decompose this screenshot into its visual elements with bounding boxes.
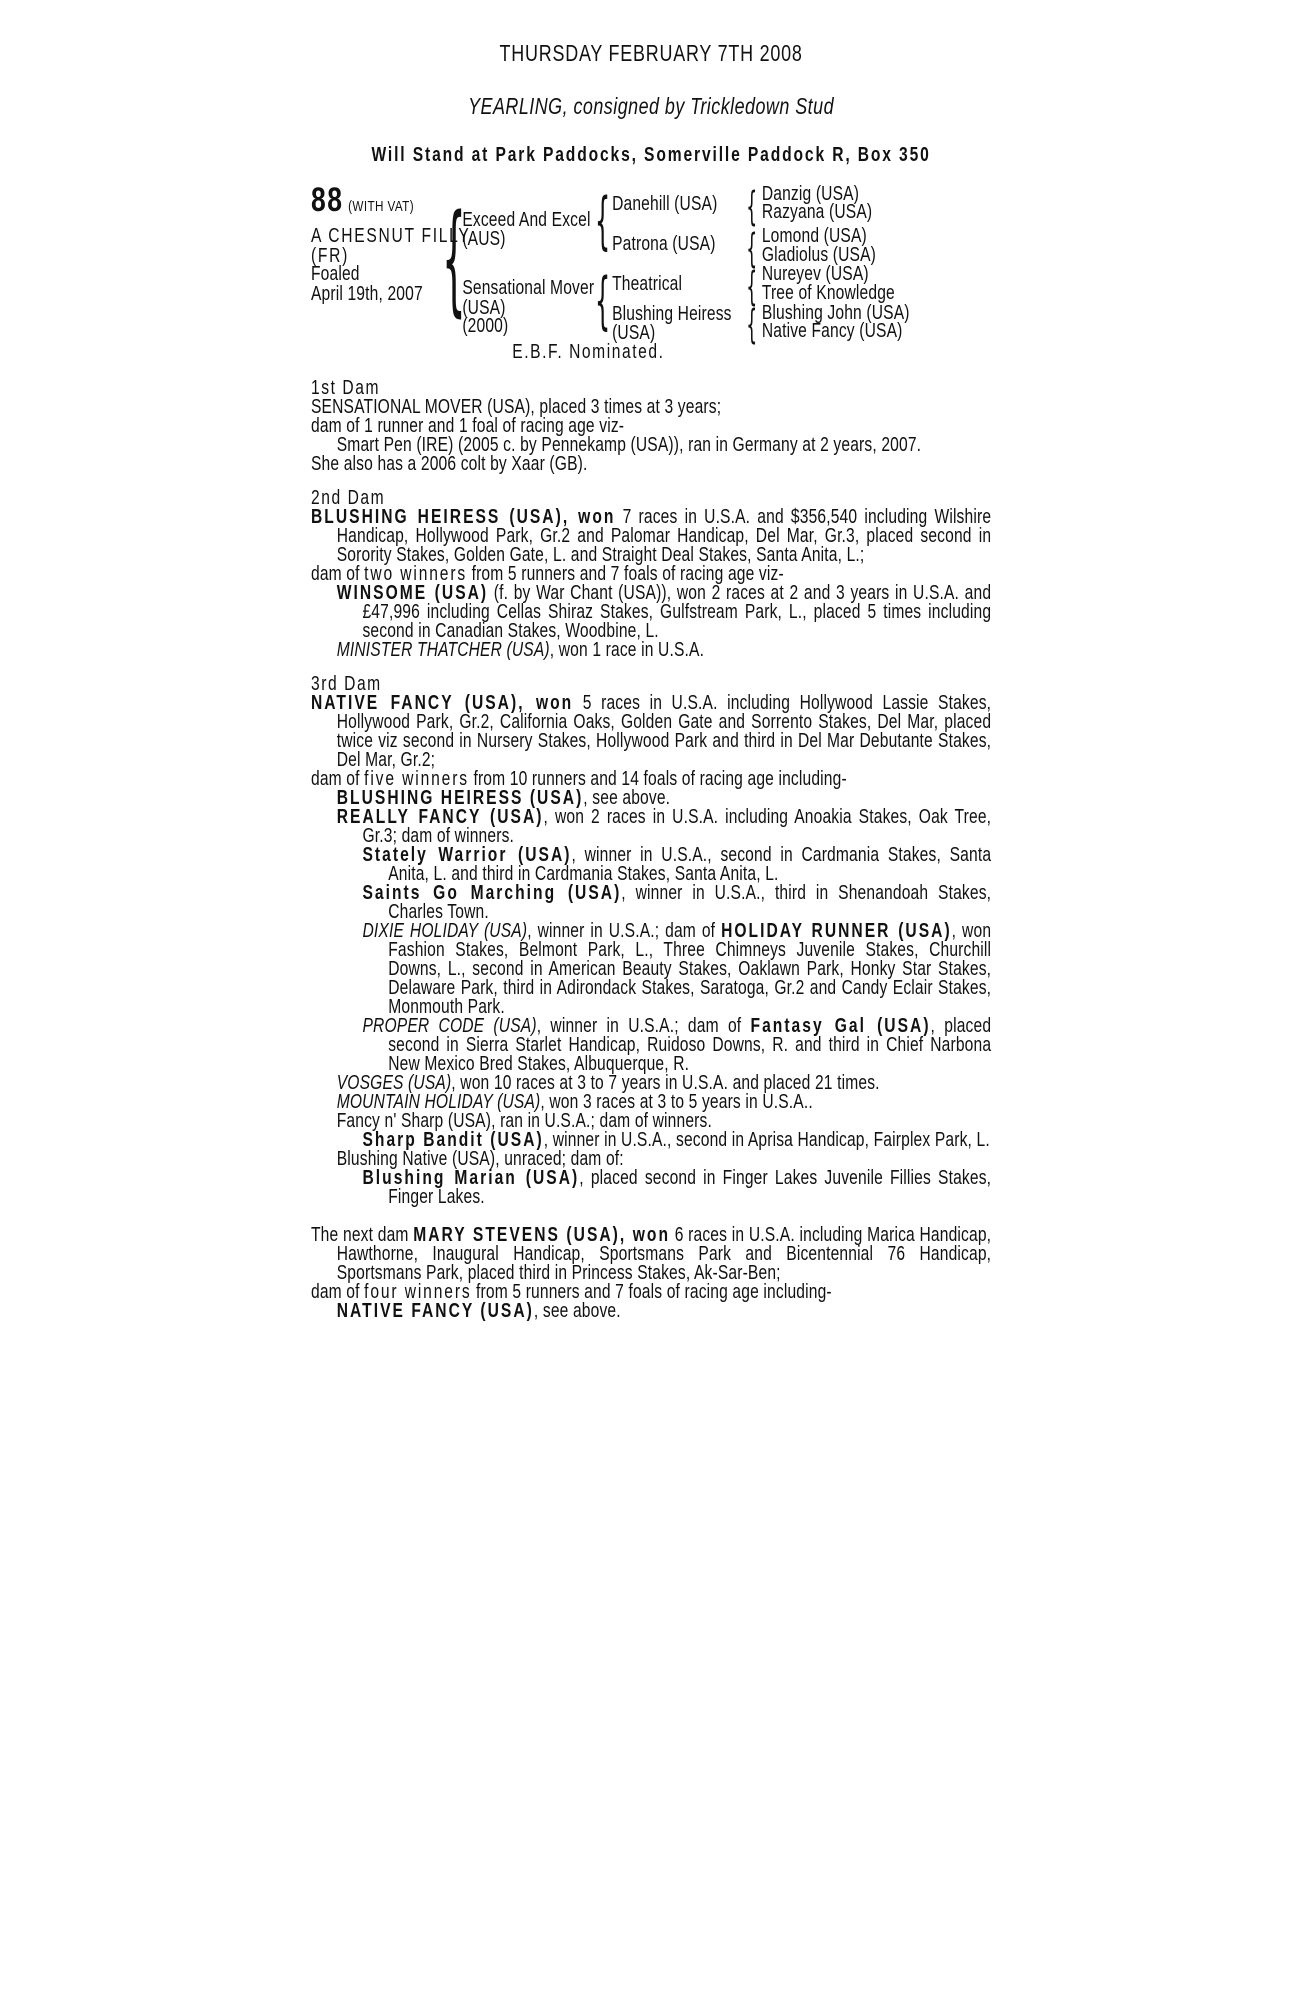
produce-suffix: from 10 runners and 14 foals of racing age including-	[468, 768, 847, 790]
mh-text: , won 3 races at 3 to 5 years in U.S.A..	[540, 1091, 813, 1113]
next-dam-text: 6 races in U.S.A. including Marica Handicap, Hawthorne, Inaugural Handicap, Sportsmans Park and Bicentennial 76 Handicap, Sportsmans Park, placed third in Princess Stakes, Ak-Sar-Ben;	[336, 1224, 992, 1284]
pedigree-dam-dam: Blushing Heiress	[612, 303, 732, 325]
pedigree-g3-3: Lomond (USA)	[761, 225, 867, 247]
bm-record	[311, 1169, 991, 1207]
pedigree-sire-sire: Danehill (USA)	[612, 193, 718, 215]
bh-text: , see above.	[583, 787, 671, 809]
bm-text: , placed second in Finger Lakes Juvenile Fillies Stakes, Finger Lakes.	[388, 1167, 992, 1208]
third-dam-section	[311, 675, 991, 1207]
mh-name: MOUNTAIN HOLIDAY (USA)	[336, 1091, 541, 1113]
produce-prefix: dam of	[311, 563, 365, 585]
pc-record	[311, 1017, 991, 1074]
produce-suffix: from 5 runners and 7 foals of racing age viz-	[467, 563, 784, 585]
brace-gen3-2: {	[746, 226, 758, 272]
pedigree-sire: Exceed And Excel	[462, 209, 591, 231]
pc-name: PROPER CODE (USA)	[362, 1015, 537, 1037]
ebf-nominated: E.B.F. Nominated.	[512, 341, 665, 363]
winsome-text: (f. by War Chant (USA)), won 2 races at 2 and 3 years in U.S.A. and £47,996 including Cellas Shiraz Stakes, Gulfstream Park, L., placed 5 times including second in Canadian Stakes, Woodbine, L.	[362, 582, 992, 642]
sb-text: , winner in U.S.A., second in Aprisa Handicap, Fairplex Park, L.	[543, 1129, 990, 1151]
rf-record	[311, 808, 991, 846]
pedigree-sire-dam: Patrona (USA)	[612, 233, 716, 255]
third-dam-heading: 3rd Dam	[311, 673, 382, 695]
next-dam-prefix: The next dam	[311, 1224, 414, 1246]
foaled-date: April 19th, 2007	[311, 283, 423, 305]
pedigree-g3-6: Tree of Knowledge	[761, 282, 895, 304]
brace-sire-dam: {	[442, 190, 466, 329]
third-dam-text: 5 races in U.S.A. including Hollywood Lassie Stakes, Hollywood Park, Gr.2, California Oaks, Golden Gate and Sorrento Stakes, Del Mar, placed twice viz second in Nursery Stakes, Hollywood Park and third in Del Mar Debutante Stakes, Del Mar, Gr.2;	[336, 692, 992, 771]
sgm-record	[311, 884, 991, 922]
pedigree-dam-year: (2000)	[462, 315, 509, 337]
brace-gen3-1: {	[746, 184, 758, 230]
produce-count: four winners	[364, 1281, 472, 1303]
catalogue-content	[311, 40, 991, 1321]
brace-gen3-3: {	[746, 264, 758, 310]
lot-title: A CHESNUT FILLY	[311, 225, 471, 247]
nf-record	[311, 1302, 991, 1321]
fs-record: Fancy n' Sharp (USA), ran in U.S.A.; dam of winners.	[336, 1110, 712, 1132]
foaled-label: Foaled	[311, 263, 360, 285]
first-dam-section	[311, 379, 991, 474]
bm-name: Blushing Marian (USA)	[362, 1167, 580, 1189]
produce-prefix: dam of	[311, 1281, 365, 1303]
dh-name: DIXIE HOLIDAY (USA)	[362, 920, 528, 942]
consignment-line: YEARLING, consigned by Trickledown Stud	[468, 93, 835, 119]
dh-hr: HOLIDAY RUNNER (USA)	[721, 920, 952, 942]
sw-record	[311, 846, 991, 884]
pc-mid: , winner in U.S.A.; dam of	[536, 1015, 751, 1037]
pedigree-dam: Sensational Mover	[462, 277, 595, 299]
dh-record	[311, 922, 991, 1017]
vat-note: (WITH VAT)	[348, 198, 414, 215]
produce-suffix: from 5 runners and 7 foals of racing age including-	[471, 1281, 832, 1303]
nf-text: , see above.	[533, 1300, 621, 1322]
lot-number: 88	[311, 181, 344, 219]
pedigree-g3-2: Razyana (USA)	[761, 201, 873, 223]
bn-record: Blushing Native (USA), unraced; dam of:	[336, 1148, 624, 1170]
lot-title-country: (FR)	[311, 245, 350, 267]
produce-count: two winners	[364, 563, 468, 585]
next-dam-name: MARY STEVENS (USA), won	[413, 1224, 671, 1246]
second-dam-heading: 2nd Dam	[311, 487, 386, 509]
next-dam-record	[311, 1226, 991, 1283]
pedigree-block	[311, 181, 991, 369]
sgm-text: , winner in U.S.A., third in Shenandoah Stakes, Charles Town.	[388, 882, 992, 923]
second-dam-record	[311, 508, 991, 565]
nf-name: NATIVE FANCY (USA)	[336, 1300, 534, 1322]
second-dam-text: 7 races in U.S.A. and $356,540 including Wilshire Handicap, Hollywood Park, Gr.2 and Palomar Handicap, Del Mar, Gr.3, placed second in Sorority Stakes, Golden Gate, L. and Straight Deal Stakes, Santa Anita, L.;	[336, 506, 992, 566]
rf-name: REALLY FANCY (USA)	[336, 806, 544, 828]
winsome-record	[311, 584, 991, 641]
second-dam-section	[311, 489, 991, 660]
minister-record	[311, 641, 991, 660]
brace-gen3-4: {	[746, 302, 758, 348]
first-dam-foal: Smart Pen (IRE) (2005 c. by Pennekamp (USA)), ran in Germany at 2 years, 2007.	[336, 434, 922, 456]
pedigree-g3-1: Danzig (USA)	[761, 183, 860, 205]
sb-name: Sharp Bandit (USA)	[362, 1129, 544, 1151]
pedigree-g3-5: Nureyev (USA)	[761, 263, 869, 285]
pedigree-g3-4: Gladiolus (USA)	[761, 244, 877, 266]
rf-text: , won 2 races in U.S.A. including Anoakia Stakes, Oak Tree, Gr.3; dam of winners.	[362, 806, 992, 847]
pedigree-sire-country: (AUS)	[462, 228, 506, 250]
lot-heading	[311, 181, 414, 219]
minister-text: , won 1 race in U.S.A.	[549, 639, 705, 661]
brace-dam-parents: {	[594, 264, 611, 337]
produce-count: five winners	[364, 768, 469, 790]
first-dam-line: SENSATIONAL MOVER (USA), placed 3 times at 3 years;	[311, 396, 722, 418]
first-dam-note: She also has a 2006 colt by Xaar (GB).	[311, 453, 588, 475]
sw-name: Stately Warrior (USA)	[362, 844, 572, 866]
second-dam-name: BLUSHING HEIRESS (USA), won	[311, 506, 616, 528]
dh-mid: , winner in U.S.A.; dam of	[527, 920, 722, 942]
brace-sire-parents: {	[594, 184, 611, 257]
bh-name: BLUSHING HEIRESS (USA)	[336, 787, 584, 809]
catalogue-page	[311, 40, 991, 1321]
sgm-name: Saints Go Marching (USA)	[362, 882, 622, 904]
vo-name: VOSGES (USA)	[336, 1072, 452, 1094]
pedigree-dam-sire: Theatrical	[612, 273, 683, 295]
pedigree-g3-8: Native Fancy (USA)	[761, 320, 903, 342]
minister-name: MINISTER THATCHER (USA)	[336, 639, 550, 661]
first-dam-produce: dam of 1 runner and 1 foal of racing age viz-	[311, 415, 625, 437]
pedigree-g3-7: Blushing John (USA)	[761, 302, 910, 324]
pedigree-dam-country: (USA)	[462, 297, 506, 319]
third-dam-record	[311, 694, 991, 770]
pc-text: , placed second in Sierra Starlet Handicap, Ruidoso Downs, R. and third in Chief Narbona New Mexico Bred Stakes, Albuquerque, R.	[388, 1015, 992, 1075]
next-dam-section	[311, 1226, 991, 1321]
winsome-name: WINSOME (USA)	[336, 582, 489, 604]
pedigree-dam-dam-country: (USA)	[612, 322, 656, 344]
vo-text: , won 10 races at 3 to 7 years in U.S.A. and placed 21 times.	[451, 1072, 880, 1094]
stand-location: Will Stand at Park Paddocks, Somerville Paddock R, Box 350	[371, 144, 931, 166]
dh-text: , won Fashion Stakes, Belmont Park, L., Three Chimneys Juvenile Stakes, Churchill Downs, L., second in American Beauty Stakes, Oaklawn Park, Honky Star Stakes, Delaware Park, third in Adirondack Stakes, Saratoga, Gr.2 and Candy Eclair Stakes, Monmouth Park.	[388, 920, 992, 1018]
third-dam-name: NATIVE FANCY (USA), won	[311, 692, 574, 714]
sale-date: THURSDAY FEBRUARY 7TH 2008	[499, 40, 803, 66]
first-dam-heading: 1st Dam	[311, 377, 381, 399]
pc-fg: Fantasy Gal (USA)	[750, 1015, 931, 1037]
sw-text: , winner in U.S.A., second in Cardmania Stakes, Santa Anita, L. and third in Cardmania Stakes, Santa Anita, L.	[388, 844, 992, 885]
produce-prefix: dam of	[311, 768, 365, 790]
